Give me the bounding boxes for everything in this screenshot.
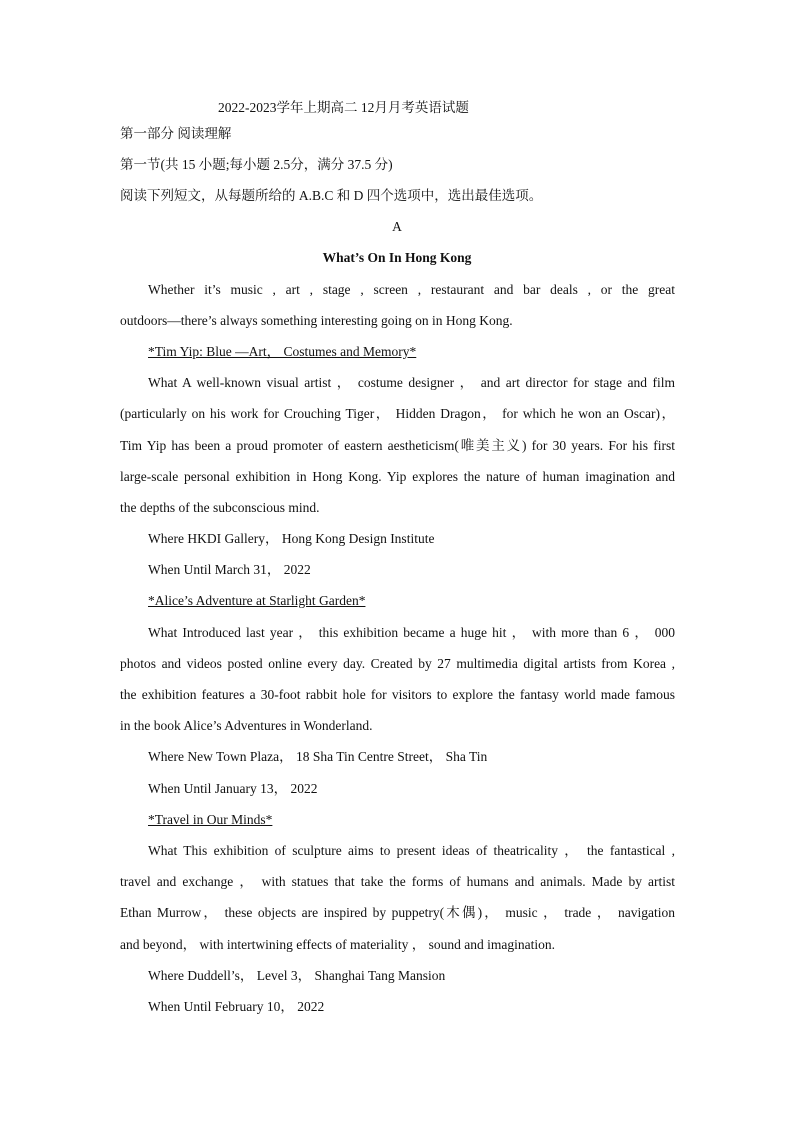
event-what-line: What A well-known visual artist ， costume designer ， and art director for stage and film — [148, 375, 675, 390]
event-what-line: Tim Yip has been a proud promoter of eastern aestheticism(唯美主义) for 30 years. For his first — [120, 438, 675, 453]
intro-line: outdoors—there’s always something interesting going on in Hong Kong. — [120, 313, 513, 328]
event-where: Where New Town Plaza， 18 Sha Tin Centre Street， Sha Tin — [148, 749, 488, 764]
event-name-travel: *Travel in Our Minds* — [148, 812, 273, 827]
event-what-line: and beyond， with intertwining effects of materiality ， sound and imagination. — [120, 937, 556, 952]
event-what-line: Ethan Murrow， these objects are inspired by puppetry(木偶)， music ， trade ， navigation — [120, 905, 675, 920]
event-what-line: the depths of the subconscious mind. — [120, 500, 320, 515]
event-what-line: What Introduced last year ， this exhibition became a huge hit ， with more than 6 ， 000 — [148, 625, 675, 640]
event-what-line: travel and exchange ， with statues that take the forms of humans and animals. Made by artist — [120, 874, 675, 889]
instruction-text: 阅读下列短文，从每题所给的 A.B.C 和 D 四个选项中，选出最佳选项。 — [120, 188, 543, 203]
event-what-line: photos and videos posted online every day. Created by 27 multimedia digital artists from Korea , — [120, 656, 675, 671]
intro-line: Whether it’s music , art , stage , screen , restaurant and bar deals , or the great — [148, 282, 675, 297]
event-name-tim-yip: *Tim Yip: Blue —Art， Costumes and Memory* — [148, 344, 417, 359]
part-heading: 第一部分 阅读理解 — [120, 126, 232, 141]
passage-letter: A — [392, 219, 402, 234]
event-what-line: large-scale personal exhibition in Hong Kong. Yip explores the nature of human imagination and — [120, 469, 675, 484]
event-where: Where HKDI Gallery， Hong Kong Design Institute — [148, 531, 435, 546]
event-name-alice: *Alice’s Adventure at Starlight Garden* — [148, 593, 366, 608]
event-when: When Until March 31， 2022 — [148, 562, 311, 577]
event-what-line: (particularly on his work for Crouching Tiger， Hidden Dragon， for which he won an Oscar)， — [120, 406, 675, 421]
section-heading: 第一节(共 15 小题;每小题 2.5分，满分 37.5 分) — [120, 157, 393, 172]
event-what-line: the exhibition features a 30-foot rabbit hole for visitors to explore the fantasy world made famous — [120, 687, 675, 702]
event-when: When Until February 10， 2022 — [148, 999, 325, 1014]
event-what-line: What This exhibition of sculpture aims to present ideas of theatricality ， the fantastical , — [148, 843, 675, 858]
event-what-line: in the book Alice’s Adventures in Wonderland. — [120, 718, 373, 733]
passage-title: What’s On In Hong Kong — [322, 250, 472, 265]
exam-title: 2022-2023学年上期高二 12月月考英语试题 — [218, 100, 469, 115]
event-when: When Until January 13， 2022 — [148, 781, 318, 796]
event-where: Where Duddell’s， Level 3， Shanghai Tang Mansion — [148, 968, 446, 983]
